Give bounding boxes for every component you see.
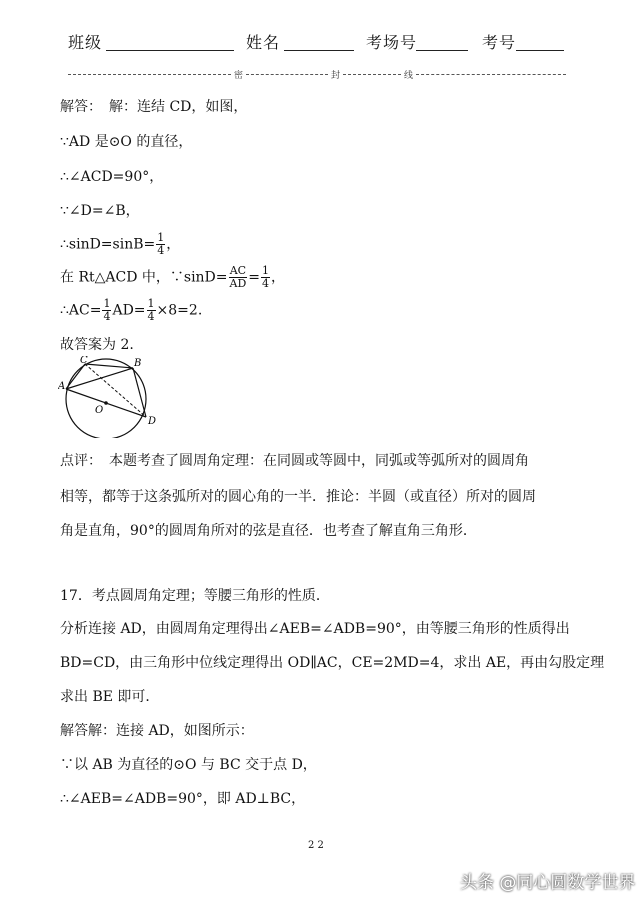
class-blank: [106, 50, 234, 51]
solution-line-6: 在 Rt△ACD 中，∵sinD= $\frac{AC}{AD}$ = $\frac{1}{4}$ ，: [60, 264, 286, 290]
q17-line-4: 求出 BE 即可．: [60, 689, 160, 705]
exam-header: [68, 30, 588, 60]
answer-line: 故答案为 2.: [60, 337, 134, 353]
room-blank: [416, 50, 468, 51]
solution-line-5: ∴sinD=sinB= $\frac{1}{4}$ ，: [60, 231, 181, 257]
seal-char-xian: 线: [404, 71, 414, 80]
comment-line-1: 点评： 本题考查了圆周角定理：在同圆或等圆中，同弧或等弧所对的圆周角: [60, 453, 529, 469]
page-number: 2 2: [308, 840, 324, 851]
solution-line-4: ∵∠D=∠B，: [60, 203, 140, 219]
chord-ab: [66, 368, 133, 389]
q17-line-1: 17．考点圆周角定理；等腰三角形的性质．: [60, 588, 330, 604]
solution-line-1: 解答： 解：连结 CD，如图，: [60, 99, 248, 115]
name-label: 姓名: [246, 33, 281, 52]
seal-char-feng: 封: [331, 71, 341, 80]
number-blank: [516, 50, 564, 51]
class-label: 班级: [68, 33, 103, 52]
fraction-one-quarter: $\frac{1}{4}$: [262, 264, 270, 290]
comment-line-3: 角是直角，90°的圆周角所对的弦是直径．也考查了解直角三角形．: [60, 523, 477, 539]
solution-line-3: ∴∠ACD=90°，: [60, 169, 164, 185]
solution-line-2: ∵AD 是⊙O 的直径，: [60, 134, 193, 150]
seal-line: [68, 68, 568, 80]
label-a: A: [58, 381, 66, 392]
fraction-ac-over-ad: $\frac{AC}{AD}$: [229, 264, 247, 290]
seal-char-mi: 密: [234, 71, 244, 80]
name-blank: [284, 50, 354, 51]
chord-bd: [133, 368, 146, 417]
room-label: 考场号: [366, 33, 418, 52]
comment-line-2: 相等，都等于这条弧所对的圆心角的一半．推论：半圆（或直径）所对的圆周: [60, 489, 536, 505]
fraction-one-quarter: $\frac{1}{4}$: [147, 297, 155, 323]
q17-line-2: 分析连接 AD，由圆周角定理得出∠AEB=∠ADB=90°，由等腰三角形的性质得出: [60, 621, 570, 637]
circle-figure: [58, 356, 168, 438]
q17-line-5: 解答解：连接 AD，如图所示：: [60, 723, 254, 739]
q17-line-6: ∵以 AB 为直径的⊙O 与 BC 交于点 D，: [60, 757, 317, 773]
label-b: B: [134, 358, 142, 369]
fraction-one-quarter: $\frac{1}{4}$: [103, 297, 111, 323]
label-d: D: [148, 416, 157, 427]
watermark: 头条 @同心圆数学世界: [460, 873, 636, 893]
center-point: [104, 401, 108, 405]
q17-line-7: ∴∠AEB=∠ADB=90°，即 AD⊥BC，: [60, 791, 306, 807]
label-c: C: [80, 356, 88, 366]
fraction-one-quarter: $\frac{1}{4}$: [157, 231, 165, 257]
q17-line-3: BD=CD，由三角形中位线定理得出 OD∥AC，CE=2MD=4，求出 AE，再由勾股定理: [60, 655, 605, 671]
chord-ac: [66, 364, 85, 389]
solution-line-7: ∴AC= $\frac{1}{4}$ AD= $\frac{1}{4}$ ×8=2.: [60, 297, 203, 323]
number-label: 考号: [482, 33, 517, 52]
label-o: O: [95, 405, 104, 416]
